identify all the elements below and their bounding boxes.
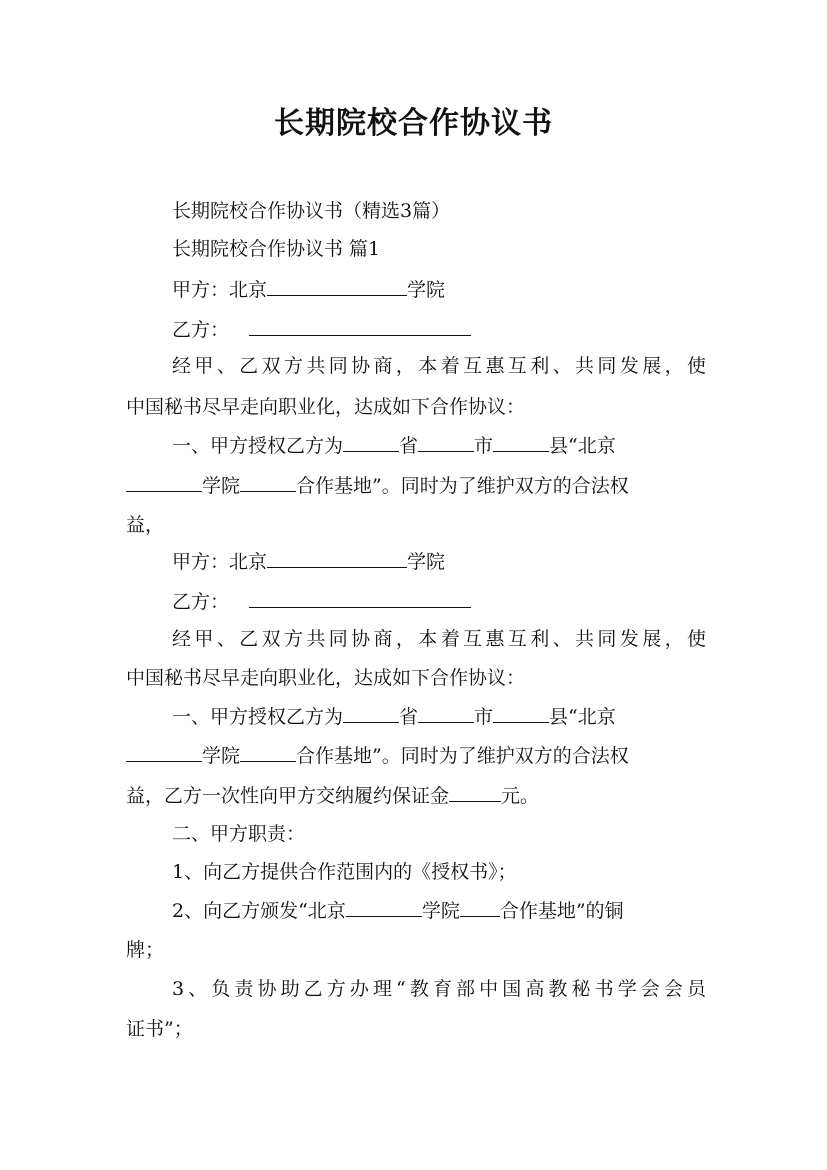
blank-line xyxy=(249,589,471,608)
list-item: 2、向乙方颁发“北京 学院 合作基地”的铜 xyxy=(172,900,624,922)
clause-line: 一、甲方授权乙方为 省 市 县“北京 xyxy=(172,435,616,457)
blank-line xyxy=(240,473,296,492)
blank-line xyxy=(343,704,399,723)
paragraph-line: 中国秘书尽早走向职业化，达成如下合作协议： xyxy=(126,396,526,418)
blank-line xyxy=(493,433,549,452)
blank-line xyxy=(267,549,407,568)
document-title: 长期院校合作协议书 xyxy=(274,106,553,141)
subtitle-line: 长期院校合作协议书（精选3篇） xyxy=(172,200,451,222)
clause-line: 学院 合作基地”。同时为了维护双方的合法权 xyxy=(126,473,706,499)
section-heading: 长期院校合作协议书 篇1 xyxy=(172,238,381,260)
section-heading: 二、甲方职责： xyxy=(172,823,306,845)
list-item: 3、负责协助乙方办理“教育部中国高教秘书学会会员 xyxy=(172,978,706,1000)
blank-line xyxy=(126,743,202,762)
blank-line xyxy=(493,704,549,723)
party-b-line: 乙方： xyxy=(172,589,706,615)
blank-line xyxy=(240,743,296,762)
blank-line xyxy=(460,898,500,917)
blank-line xyxy=(418,704,474,723)
list-item: 证书”； xyxy=(126,1018,193,1040)
list-item: 1、向乙方提供合作范围内的《授权书》； xyxy=(172,861,517,883)
list-item: 牌； xyxy=(126,939,165,961)
paragraph-line: 经甲、乙双方共同协商，本着互惠互利、共同发展，使 xyxy=(172,355,706,377)
clause-line: 益，乙方一次性向甲方交纳履约保证金 元。 xyxy=(126,785,540,807)
blank-line xyxy=(126,473,202,492)
paragraph-line: 中国秘书尽早走向职业化，达成如下合作协议： xyxy=(126,667,526,689)
clause-line: 一、甲方授权乙方为 省 市 县“北京 xyxy=(172,706,616,728)
clause-line: 益， xyxy=(126,514,165,536)
blank-line xyxy=(249,317,471,336)
paragraph-line: 经甲、乙双方共同协商，本着互惠互利、共同发展，使 xyxy=(172,628,706,650)
blank-line xyxy=(418,433,474,452)
blank-line xyxy=(267,277,407,296)
party-b-line: 乙方： xyxy=(172,317,706,343)
blank-line xyxy=(449,783,501,802)
clause-line: 学院 合作基地”。同时为了维护双方的合法权 xyxy=(126,743,706,769)
blank-line xyxy=(346,898,422,917)
party-a-line: 甲方：北京 学院 xyxy=(172,279,446,301)
blank-line xyxy=(343,433,399,452)
party-a-line: 甲方：北京 学院 xyxy=(172,551,446,573)
